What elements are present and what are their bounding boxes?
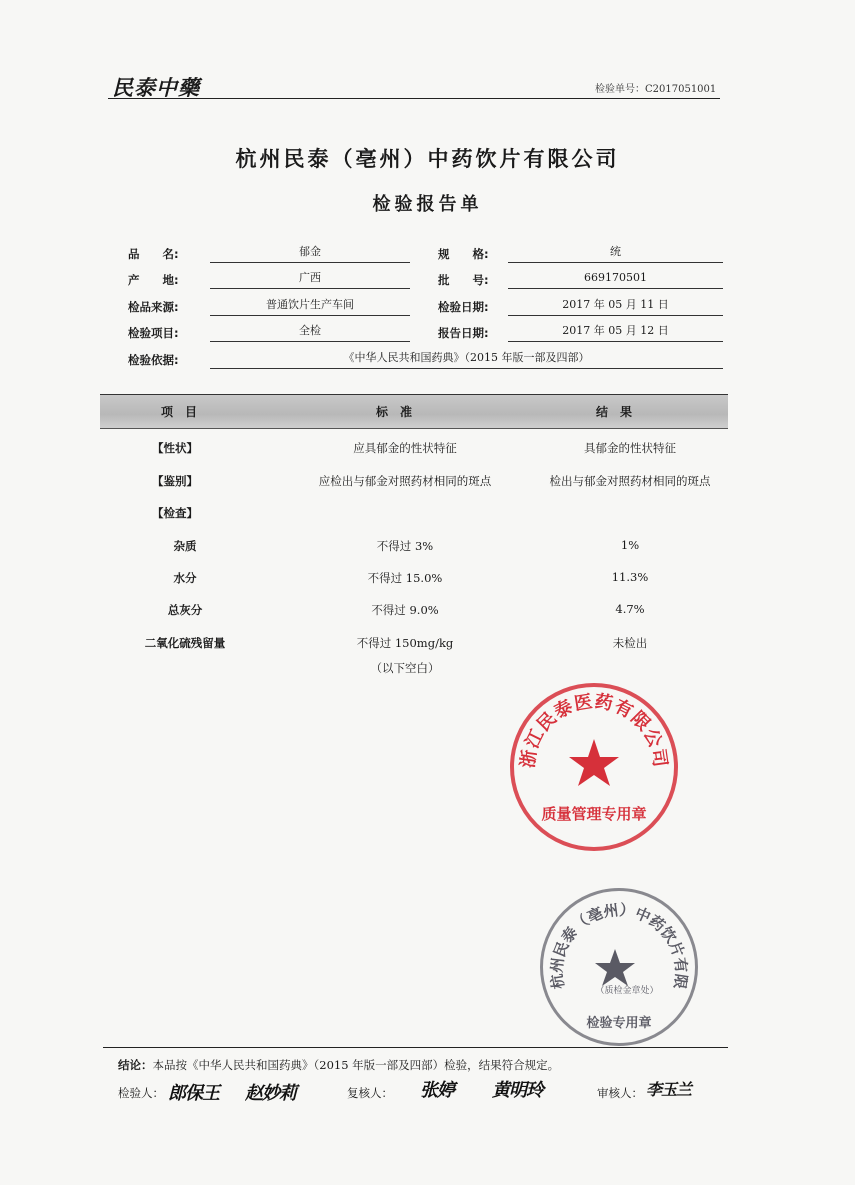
row-item: 总灰分: [167, 603, 203, 617]
blank-note: （以下空白）: [370, 661, 440, 675]
row-item: 【检查】: [152, 506, 198, 520]
inspection-stamp: [540, 888, 698, 1046]
inspector-signature-2: 赵妙莉: [245, 1083, 296, 1104]
batch-value: 669170501: [508, 270, 723, 289]
inspection-stamp-arc-text: 杭州民泰（亳州）中药饮片有限: [547, 900, 691, 991]
reviewer-signature-2: 黄明玲: [492, 1080, 543, 1101]
conclusion-text: 本品按《中华人民共和国药典》（2015 年版一部及四部）检验，结果符合规定。: [152, 1058, 560, 1072]
conclusion-label: 结论：: [118, 1058, 153, 1072]
inspection-stamp-bottom-text: 检验专用章: [586, 1016, 652, 1031]
quality-stamp-graphic: [514, 687, 674, 847]
row-standard: 应具郁金的性状特征: [353, 441, 457, 455]
spec-value: 统: [508, 244, 723, 263]
inspection-stamp-graphic: [543, 891, 695, 1043]
report-title: 检验报告单: [372, 194, 483, 215]
inspection-stamp-middle-text: （质检金章处）: [595, 986, 659, 996]
row-standard: 不得过 9.0%: [371, 603, 439, 617]
approver-signature: 李玉兰: [646, 1080, 692, 1099]
company-name: 杭州民泰（亳州）中药饮片有限公司: [235, 147, 620, 171]
header-divider: [108, 98, 720, 99]
item-label: 检验项目:: [128, 326, 179, 340]
basis-label: 检验依据:: [128, 353, 179, 367]
source-value: 普通饮片生产车间: [210, 297, 410, 316]
row-result: 4.7%: [615, 602, 645, 616]
spec-label: 规 格:: [438, 247, 489, 261]
row-standard: 不得过 150mg/kg: [356, 636, 454, 650]
row-item: 杂质: [173, 539, 197, 553]
row-standard: 不得过 3%: [376, 539, 434, 553]
row-item: 【性状】: [152, 441, 198, 455]
column-header-standard: 标准: [375, 405, 424, 419]
star-icon: [569, 739, 619, 786]
inspect-date-value: 2017 年 05 月 11 日: [508, 297, 723, 316]
conclusion-divider: [103, 1047, 728, 1048]
origin-label: 产 地:: [128, 273, 179, 287]
quality-stamp: [510, 683, 678, 851]
column-header-item: 项目: [160, 405, 209, 419]
row-result: 11.3%: [611, 570, 649, 584]
row-result: 1%: [620, 538, 640, 552]
row-result: 检出与郁金对照药材相同的斑点: [549, 474, 711, 488]
inspect-date-label: 检验日期:: [438, 300, 489, 314]
report-date-value: 2017 年 05 月 12 日: [508, 323, 723, 342]
row-standard: 应检出与郁金对照药材相同的斑点: [318, 474, 492, 488]
row-item: 【鉴别】: [152, 474, 198, 488]
item-value: 全检: [210, 323, 410, 342]
inspector-signature-1: 郎保王: [168, 1083, 219, 1104]
column-header-result: 结果: [595, 405, 644, 419]
quality-stamp-arc-text: 浙江民泰医药有限公司: [517, 691, 671, 770]
quality-stamp-bottom-text: 质量管理专用章: [541, 805, 647, 823]
row-item: 二氧化硫残留量: [144, 636, 226, 650]
table-header-rule: [100, 428, 728, 429]
report-date-label: 报告日期:: [438, 326, 489, 340]
table-top-rule: [100, 394, 728, 395]
source-label: 检品来源:: [128, 300, 179, 314]
approver-label: 审核人：: [597, 1086, 643, 1100]
star-icon: [595, 949, 635, 986]
company-logo: 民泰中藥: [112, 75, 200, 100]
inspector-label: 检验人：: [118, 1086, 164, 1100]
row-item: 水分: [173, 571, 197, 585]
origin-value: 广西: [210, 270, 410, 289]
batch-label: 批 号:: [438, 273, 489, 287]
row-result: 具郁金的性状特征: [584, 441, 676, 455]
basis-value: 《中华人民共和国药典》（2015 年版一部及四部）: [210, 350, 723, 369]
conclusion: [118, 1057, 559, 1073]
reviewer-signature-1: 张婷: [420, 1080, 454, 1101]
product-label: 品 名:: [128, 247, 179, 261]
report-number: 检验单号：C2017051001: [595, 84, 717, 95]
row-result: 未检出: [612, 636, 648, 650]
row-standard: 不得过 15.0%: [367, 571, 443, 585]
reviewer-label: 复核人：: [347, 1086, 393, 1100]
product-value: 郁金: [210, 244, 410, 263]
